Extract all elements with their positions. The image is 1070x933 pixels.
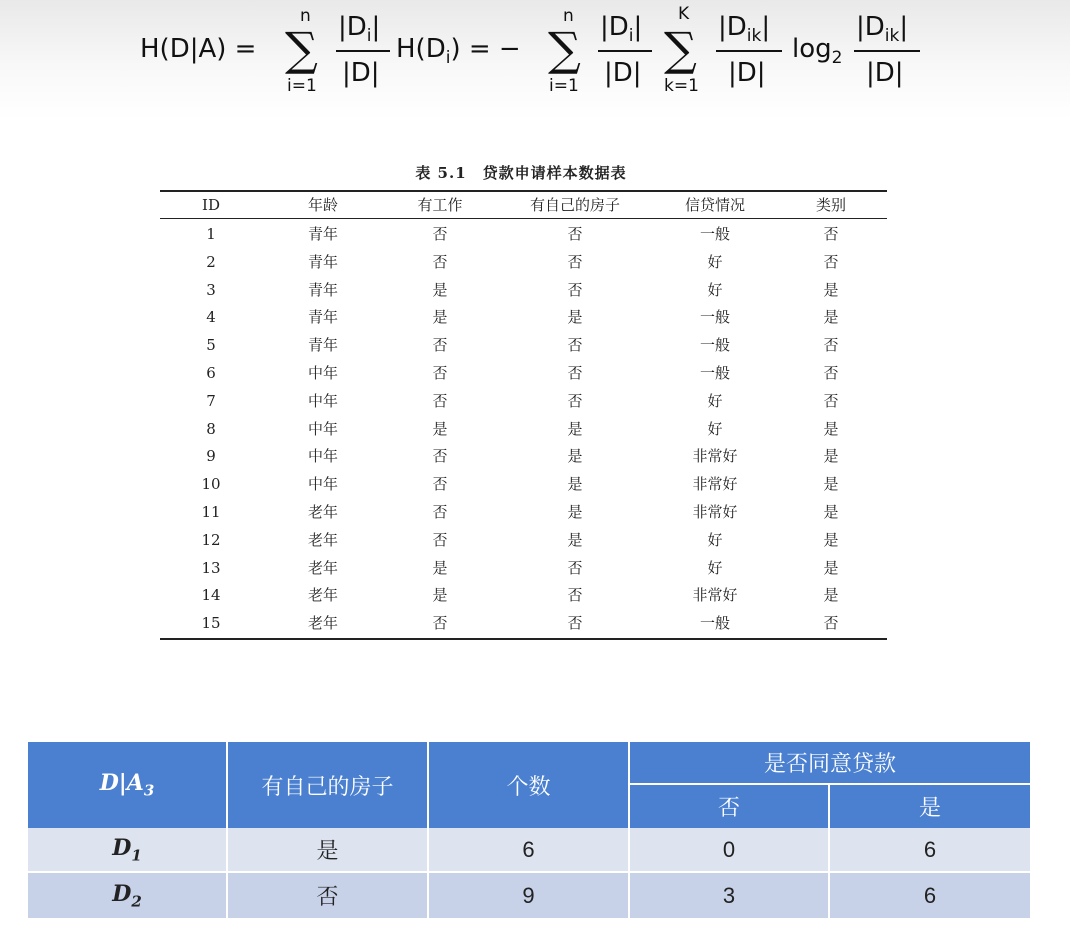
cell-house: 否 xyxy=(228,873,429,918)
row-label: $D_1$ xyxy=(28,828,228,873)
corner-label: $D|A_3$ xyxy=(99,770,155,800)
sum2-upper: n xyxy=(563,6,574,26)
table-cell: 否 xyxy=(432,447,448,466)
table-cell: 否 xyxy=(432,364,448,382)
cell-yes: 6 xyxy=(830,873,1030,918)
table-cell: 3 xyxy=(206,280,216,299)
sum1-lower: i=1 xyxy=(287,76,317,96)
table-cell: 2 xyxy=(206,252,216,271)
table-cell: 是 xyxy=(567,419,583,438)
table-cell: 非常好 xyxy=(692,503,738,521)
table-cell: 老年 xyxy=(307,530,338,549)
cell-no: 0 xyxy=(630,828,830,873)
table-cell: 否 xyxy=(432,475,448,494)
table-cell: 非常好 xyxy=(692,586,738,605)
table-cell: 否 xyxy=(823,252,839,271)
frac4-numerator: $|D_{ik}|$ xyxy=(856,12,909,47)
table-cell: 否 xyxy=(432,336,448,355)
column-header: ID xyxy=(202,196,220,214)
table-cell: 9 xyxy=(206,447,216,466)
table-cell: 是 xyxy=(432,308,448,327)
sum2-lower: i=1 xyxy=(549,76,579,96)
frac2-numerator: $|D_i|$ xyxy=(600,12,643,47)
table-cell: 11 xyxy=(201,503,221,521)
table-cell: 是 xyxy=(823,530,839,549)
table-cell: 好 xyxy=(707,280,723,299)
table-cell: 老年 xyxy=(307,558,338,577)
table-cell: 好 xyxy=(707,558,723,577)
table-cell: 好 xyxy=(707,252,723,271)
table-cell: 5 xyxy=(206,336,216,355)
frac4-denominator: |D| xyxy=(866,58,904,88)
table-cell: 非常好 xyxy=(692,475,738,494)
table-cell: 一般 xyxy=(699,308,730,327)
loan-sample-table xyxy=(155,158,887,642)
frac4-bar xyxy=(854,50,920,52)
table-cell: 是 xyxy=(432,419,448,438)
table-cell: 中年 xyxy=(307,419,338,438)
no-column-header: 否 xyxy=(630,785,830,828)
table-cell: 否 xyxy=(567,391,583,410)
table-cell: 中年 xyxy=(307,475,338,494)
table-cell: 是 xyxy=(567,475,583,494)
table-cell: 否 xyxy=(567,225,583,243)
table-cell: 13 xyxy=(201,558,221,577)
table-cell: 否 xyxy=(567,364,583,382)
frac1-denominator: |D| xyxy=(342,58,380,88)
table-cell: 7 xyxy=(206,391,216,410)
table-cell: 否 xyxy=(432,252,448,271)
table-cell: 是 xyxy=(823,280,839,299)
table-cell: 否 xyxy=(432,225,448,243)
table-cell: 是 xyxy=(823,308,839,327)
cell-count: 6 xyxy=(429,828,630,873)
approval-group-header: 是否同意贷款 xyxy=(630,742,1030,785)
table-cell: 是 xyxy=(823,586,839,605)
house-summary-table xyxy=(28,742,1030,918)
cell-no: 3 xyxy=(630,873,830,918)
table-cell: 否 xyxy=(823,391,839,410)
bottom-rule xyxy=(160,638,887,640)
table-cell: 是 xyxy=(823,419,839,438)
table-cell: 是 xyxy=(567,447,583,466)
table-cell: 4 xyxy=(206,308,216,327)
table-cell: 否 xyxy=(567,280,583,299)
sum3-sigma: ∑ xyxy=(664,22,697,76)
table-cell: 否 xyxy=(823,364,839,382)
table-cell: 是 xyxy=(432,558,448,577)
table-cell: 否 xyxy=(823,336,839,355)
table-cell: 是 xyxy=(432,280,448,299)
table-cell: 非常好 xyxy=(692,447,738,466)
yes-column-header: 是 xyxy=(830,785,1030,828)
table-cell: 是 xyxy=(567,308,583,327)
cell-yes: 6 xyxy=(830,828,1030,873)
table-cell: 是 xyxy=(567,530,583,549)
table-cell: 否 xyxy=(567,558,583,577)
table-cell: 老年 xyxy=(307,503,338,521)
frac3-denominator: |D| xyxy=(728,58,766,88)
cell-count: 9 xyxy=(429,873,630,918)
header-rule xyxy=(160,218,887,219)
table-cell: 好 xyxy=(707,419,723,438)
table-cell: 一般 xyxy=(699,364,730,382)
table-cell: 是 xyxy=(432,586,448,605)
table-cell: 中年 xyxy=(307,364,338,382)
table-cell: 青年 xyxy=(307,225,338,243)
table-cell: 青年 xyxy=(307,336,338,355)
sum1-upper: n xyxy=(300,6,311,26)
frac3-numerator: $|D_{ik}|$ xyxy=(718,12,771,47)
table-cell: 好 xyxy=(707,391,723,410)
conditional-entropy-formula xyxy=(0,0,1070,110)
table-cell: 青年 xyxy=(307,280,338,299)
table-cell: 否 xyxy=(567,336,583,355)
table-cell: 否 xyxy=(567,586,583,605)
table-cell: 否 xyxy=(432,391,448,410)
column-header: 年龄 xyxy=(307,196,338,214)
table-cell: 否 xyxy=(823,225,839,243)
table-cell: 6 xyxy=(206,364,216,382)
count-column-header: 个数 xyxy=(429,742,630,828)
table-cell: 是 xyxy=(823,475,839,494)
table-cell: 老年 xyxy=(307,614,338,633)
table-cell: 老年 xyxy=(307,586,338,605)
table-cell: 青年 xyxy=(307,252,338,271)
table-cell: 一般 xyxy=(699,614,730,633)
frac1-bar xyxy=(336,50,390,52)
frac2-bar xyxy=(598,50,652,52)
column-header: 类别 xyxy=(815,196,846,214)
row-label: $D_2$ xyxy=(28,873,228,918)
frac1-numerator: $|D_i|$ xyxy=(338,12,381,47)
table-cell: 是 xyxy=(823,447,839,466)
table-cell: 中年 xyxy=(307,447,338,466)
frac2-denominator: |D| xyxy=(604,58,642,88)
table-cell: 8 xyxy=(206,419,216,438)
table-cell: 是 xyxy=(823,558,839,577)
table-caption: 表 5.1 贷款申请样本数据表 xyxy=(415,164,627,182)
table-cell: 是 xyxy=(823,503,839,521)
table-cell: 否 xyxy=(432,614,448,633)
corner-header xyxy=(28,742,228,828)
sum3-lower: k=1 xyxy=(664,76,699,96)
table-cell: 12 xyxy=(201,530,221,549)
table-cell: 否 xyxy=(823,614,839,633)
table-cell: 一般 xyxy=(699,225,730,243)
house-column-header: 有自己的房子 xyxy=(228,742,429,828)
table-cell: 否 xyxy=(567,252,583,271)
table-cell: 否 xyxy=(432,530,448,549)
column-header: 有工作 xyxy=(417,196,463,214)
sum1-sigma: ∑ xyxy=(285,22,318,76)
table-cell: 15 xyxy=(201,614,221,633)
sum2-sigma: ∑ xyxy=(548,22,581,76)
table-cell: 14 xyxy=(201,586,221,605)
table-cell: 1 xyxy=(206,225,216,243)
log-base-2: $\log_2$ xyxy=(792,34,843,69)
cell-house: 是 xyxy=(228,828,429,873)
table-cell: 10 xyxy=(201,475,221,494)
table-cell: 是 xyxy=(567,503,583,521)
formula-middle: $H(D_i)$ = − xyxy=(396,34,521,69)
table-cell: 一般 xyxy=(699,336,730,355)
formula-lhs: H(D|A) = xyxy=(140,34,257,64)
frac3-bar xyxy=(716,50,782,52)
sum3-upper: K xyxy=(678,4,690,24)
table-cell: 青年 xyxy=(307,308,338,327)
table-cell: 否 xyxy=(567,614,583,633)
table-cell: 否 xyxy=(432,503,448,521)
column-header: 有自己的房子 xyxy=(529,196,620,214)
table-cell: 中年 xyxy=(307,391,338,410)
table-cell: 好 xyxy=(707,530,723,549)
top-rule xyxy=(160,190,887,192)
column-header: 信贷情况 xyxy=(684,196,745,214)
